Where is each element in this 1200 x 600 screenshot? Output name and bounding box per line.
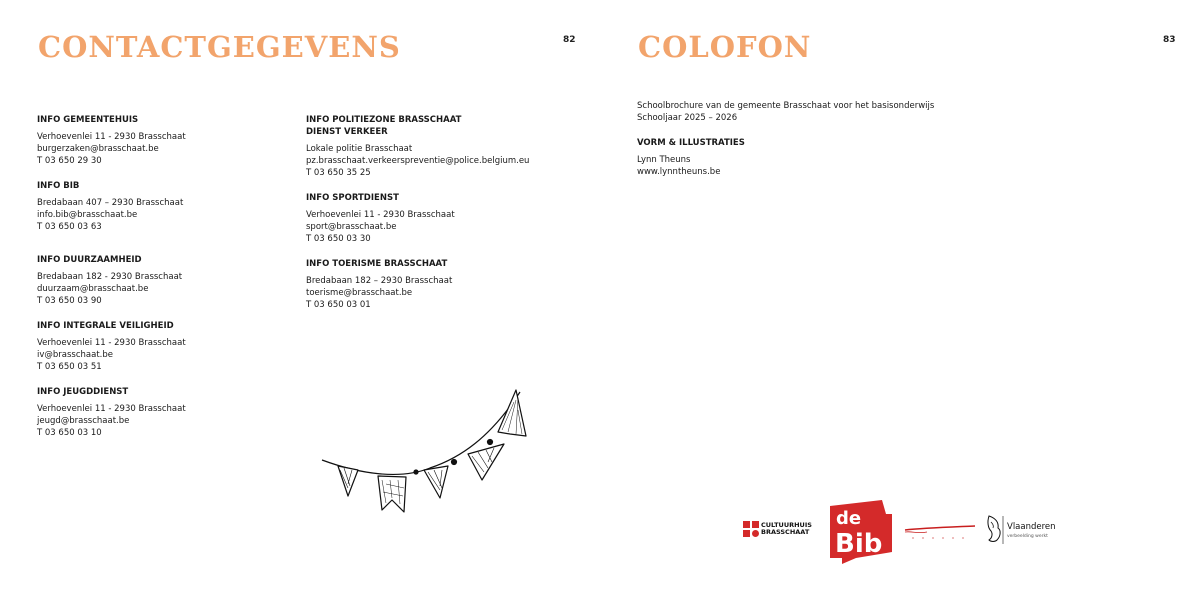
bib-top-text: de [836,508,862,529]
illustrator-website: www.lynntheuns.be [637,167,721,177]
colofon-column [637,100,1057,191]
contact-heading: INFO TOERISME BRASSCHAAT [306,259,448,269]
address: Bredabaan 182 – 2930 Brasschaat [306,276,453,286]
page-number: 82 [563,35,576,45]
email: iv@brasschaat.be [37,350,113,360]
illustrator-name: Lynn Theuns [637,155,691,165]
de-bib-logo [826,500,896,564]
address: Verhoevenlei 11 - 2930 Brasschaat [306,210,455,220]
contact-block [37,114,297,167]
phone: T 03 650 29 30 [37,156,102,166]
organisation: Lokale politie Brasschaat [306,144,413,154]
lion-icon [985,514,1005,546]
colofon-heading: VORM & ILLUSTRATIES [637,138,745,148]
right-page [600,0,1200,600]
contact-heading: INFO INTEGRALE VEILIGHEID [37,321,174,331]
email: sport@brasschaat.be [306,222,397,232]
contact-heading [306,114,566,138]
phone: T 03 650 03 51 [37,362,102,372]
phone: T 03 650 03 01 [306,300,371,310]
contact-heading-line: INFO POLITIEZONE BRASSCHAAT [306,115,462,125]
phone: T 03 650 03 90 [37,296,102,306]
email: toerisme@brasschaat.be [306,288,413,298]
address: Bredabaan 182 - 2930 Brasschaat [37,272,183,282]
contact-block [37,386,297,439]
address: Verhoevenlei 11 - 2930 Brasschaat [37,404,186,414]
cultuurhuis-line2: BRASSCHAAT [761,528,810,536]
partner-logos [743,498,1073,568]
contact-column-1 [37,114,297,452]
contact-heading: INFO GEMEENTEHUIS [37,115,139,125]
phone: T 03 650 03 10 [37,428,102,438]
phone: T 03 650 03 63 [37,222,102,232]
contact-heading: INFO DUURZAAMHEID [37,255,142,265]
contact-heading-line: DIENST VERKEER [306,127,388,137]
contact-block [37,320,297,373]
email: duurzaam@brasschaat.be [37,284,149,294]
phone: T 03 650 03 30 [306,234,371,244]
cultuurhuis-line1: CULTUURHUIS [761,521,812,529]
contact-column-2 [306,114,566,324]
email: jeugd@brasschaat.be [37,416,130,426]
brochure-title: Schoolbrochure van de gemeente Brasschaat voor het basisonderwijs [637,101,935,111]
cultuurhuis-wordmark [761,522,812,536]
brasschaat-logo [903,522,977,542]
colofon-block [637,137,1057,178]
bib-bottom-text: Bib [835,529,883,559]
cultuurhuis-mark-icon [743,521,759,537]
address: Verhoevenlei 11 - 2930 Brasschaat [37,132,186,142]
contact-heading: INFO SPORTDIENST [306,193,399,203]
address: Verhoevenlei 11 - 2930 Brasschaat [37,338,186,348]
cultuurhuis-logo [743,521,812,541]
bunting-illustration [320,388,535,518]
school-year: Schooljaar 2025 – 2026 [637,113,738,123]
page-number: 83 [1163,35,1176,45]
phone: T 03 650 35 25 [306,168,371,178]
contact-heading: INFO JEUGDDIENST [37,387,129,397]
colofon-intro [637,100,1057,124]
email: burgerzaken@brasschaat.be [37,144,159,154]
page-title: COLOFON [638,30,812,64]
page-title: CONTACTGEGEVENS [38,30,401,64]
contact-block [37,254,297,307]
email: info.bib@brasschaat.be [37,210,138,220]
contact-block [306,192,566,245]
email: pz.brasschaat.verkeerspreventie@police.belgium.eu [306,156,530,166]
address: Bredabaan 407 – 2930 Brasschaat [37,198,184,208]
contact-block [37,180,297,233]
vlaanderen-logo [985,514,1056,550]
contact-heading: INFO BIB [37,181,80,191]
vlaanderen-tagline: verbeelding werkt [1007,534,1048,539]
vlaanderen-name: Vlaanderen [1007,522,1056,532]
contact-block [306,258,566,311]
contact-block [306,114,566,179]
